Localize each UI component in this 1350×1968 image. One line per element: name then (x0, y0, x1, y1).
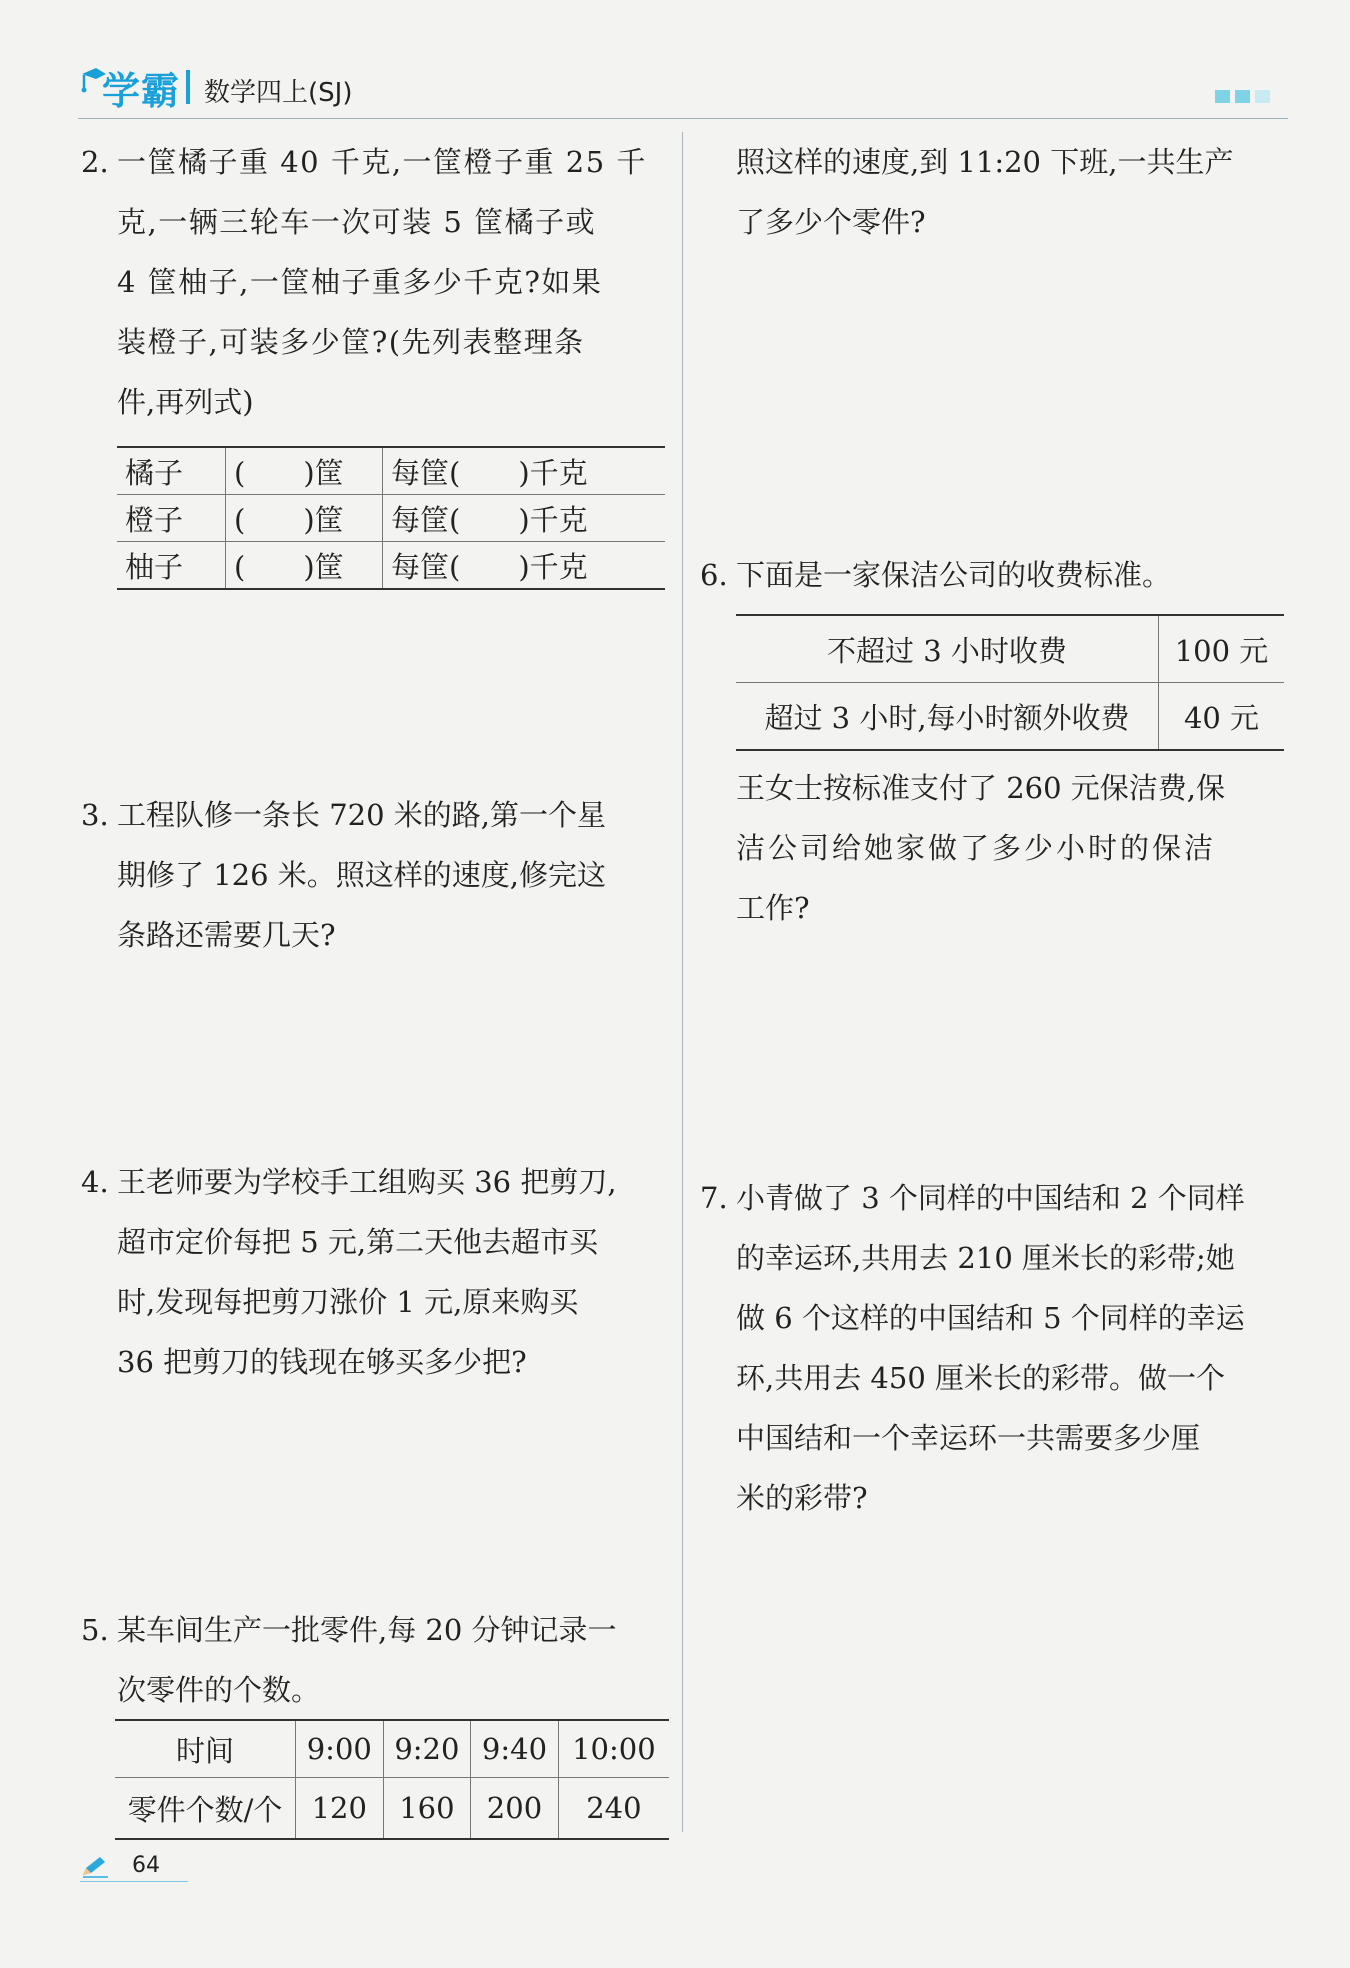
table-cell: 100 元 (1159, 615, 1285, 683)
table-cell: 橙子 (117, 495, 226, 542)
blank-input-cell[interactable]: 每筐( )千克 (391, 549, 588, 584)
question-line: 36 把剪刀的钱现在够买多少把? (117, 1345, 527, 1379)
table-header-cell: 9:40 (471, 1720, 559, 1778)
blank-input-cell[interactable]: 每筐( )千克 (383, 447, 666, 495)
question-4 (81, 1152, 677, 1392)
table-cell: 240 (586, 1791, 642, 1825)
page-number: 64 (132, 1853, 160, 1878)
question-line: 的幸运环,共用去 210 厘米长的彩带;她 (736, 1241, 1235, 1275)
table-row (736, 683, 1284, 751)
question-line: 工作? (736, 891, 810, 925)
question-number: 7. (700, 1181, 728, 1215)
question-line: 做 6 个这样的中国结和 5 个同样的幸运 (736, 1301, 1245, 1335)
question-2 (81, 132, 677, 432)
question-line: 了多少个零件? (736, 205, 926, 239)
table-row (736, 615, 1284, 683)
question-number: 6. (700, 558, 728, 592)
table-row (117, 447, 665, 495)
question-line: 4 筐柚子,一筐柚子重多少千克?如果 (117, 265, 603, 299)
table-row (117, 542, 665, 590)
question-line: 王女士按标准支付了 260 元保洁费,保 (736, 771, 1226, 805)
question-5-continued (736, 132, 1296, 252)
question-line: 米的彩带? (736, 1481, 868, 1515)
table-cell: 160 (383, 1778, 471, 1840)
question-line: 下面是一家保洁公司的收费标准。 (736, 558, 1172, 592)
question-line: 期修了 126 米。照这样的速度,修完这 (117, 858, 607, 892)
table-cell: 120 (296, 1778, 384, 1840)
fruit-condition-table (117, 446, 665, 590)
question-line: 环,共用去 450 厘米长的彩带。做一个 (736, 1361, 1226, 1395)
question-line: 装橙子,可装多少筐?(先列表整理条 (117, 325, 585, 359)
brand-separator (186, 70, 190, 104)
question-number: 5. (81, 1613, 109, 1647)
table-header-cell: 10:00 (558, 1720, 669, 1778)
question-number: 4. (81, 1165, 109, 1199)
table-header-cell: 9:00 (296, 1720, 384, 1778)
table-cell: 零件个数/个 (115, 1778, 296, 1840)
table-header-row (115, 1720, 669, 1778)
blank-input-cell[interactable]: ( )筐 (226, 447, 383, 495)
table-cell: 40 元 (1183, 700, 1260, 735)
question-line: 王老师要为学校手工组购买 36 把剪刀, (117, 1165, 617, 1199)
blank-input-cell[interactable]: ( )筐 (226, 542, 383, 590)
table-row (117, 495, 665, 542)
table-header-cell: 9:20 (383, 1720, 471, 1778)
parts-record-table (115, 1719, 669, 1840)
book-title: 数学四上(SJ) (204, 78, 353, 108)
table-cell: 不超过 3 小时收费 (736, 615, 1159, 683)
question-line: 一筐橘子重 40 千克,一筐橙子重 25 千 (117, 145, 647, 179)
question-line: 时,发现每把剪刀涨价 1 元,原来购买 (117, 1285, 579, 1319)
header-decoration (1215, 90, 1270, 103)
table-cell: 200 (471, 1778, 559, 1840)
question-line: 工程队修一条长 720 米的路,第一个星 (117, 798, 607, 832)
question-line: 小青做了 3 个同样的中国结和 2 个同样 (736, 1181, 1245, 1215)
question-3 (81, 785, 677, 965)
pencil-icon (80, 1855, 110, 1879)
question-line: 克,一辆三轮车一次可装 5 筐橘子或 (117, 205, 597, 239)
question-line: 照这样的速度,到 11:20 下班,一共生产 (736, 145, 1234, 179)
question-6 (700, 545, 1296, 605)
question-line: 中国结和一个幸运环一共需要多少厘 (736, 1421, 1201, 1455)
blank-input-cell[interactable]: ( )筐 (226, 495, 383, 542)
question-line: 洁公司给她家做了多少小时的保洁 (736, 831, 1217, 865)
table-cell: 超过 3 小时,每小时额外收费 (736, 683, 1159, 751)
table-cell: 柚子 (117, 542, 226, 590)
table-row (115, 1778, 669, 1840)
cleaning-fee-table (736, 614, 1284, 751)
question-7 (700, 1168, 1296, 1528)
question-number: 3. (81, 798, 109, 832)
question-number: 2. (81, 145, 109, 179)
question-line: 件,再列式) (117, 385, 254, 419)
table-header-cell: 时间 (115, 1720, 296, 1778)
page-header (78, 62, 1288, 119)
blank-input-cell[interactable]: 每筐( )千克 (383, 495, 666, 542)
question-line: 某车间生产一批零件,每 20 分钟记录一 (117, 1613, 617, 1647)
page-footer (80, 1855, 188, 1882)
question-line: 次零件的个数。 (117, 1673, 321, 1707)
question-6-body (736, 758, 1296, 938)
brand-logo: 学霸 (102, 69, 181, 113)
table-cell: 橘子 (117, 447, 226, 495)
question-5 (81, 1600, 677, 1720)
question-line: 条路还需要几天? (117, 918, 336, 952)
column-divider (682, 132, 683, 1832)
question-line: 超市定价每把 5 元,第二天他去超市买 (117, 1225, 599, 1259)
